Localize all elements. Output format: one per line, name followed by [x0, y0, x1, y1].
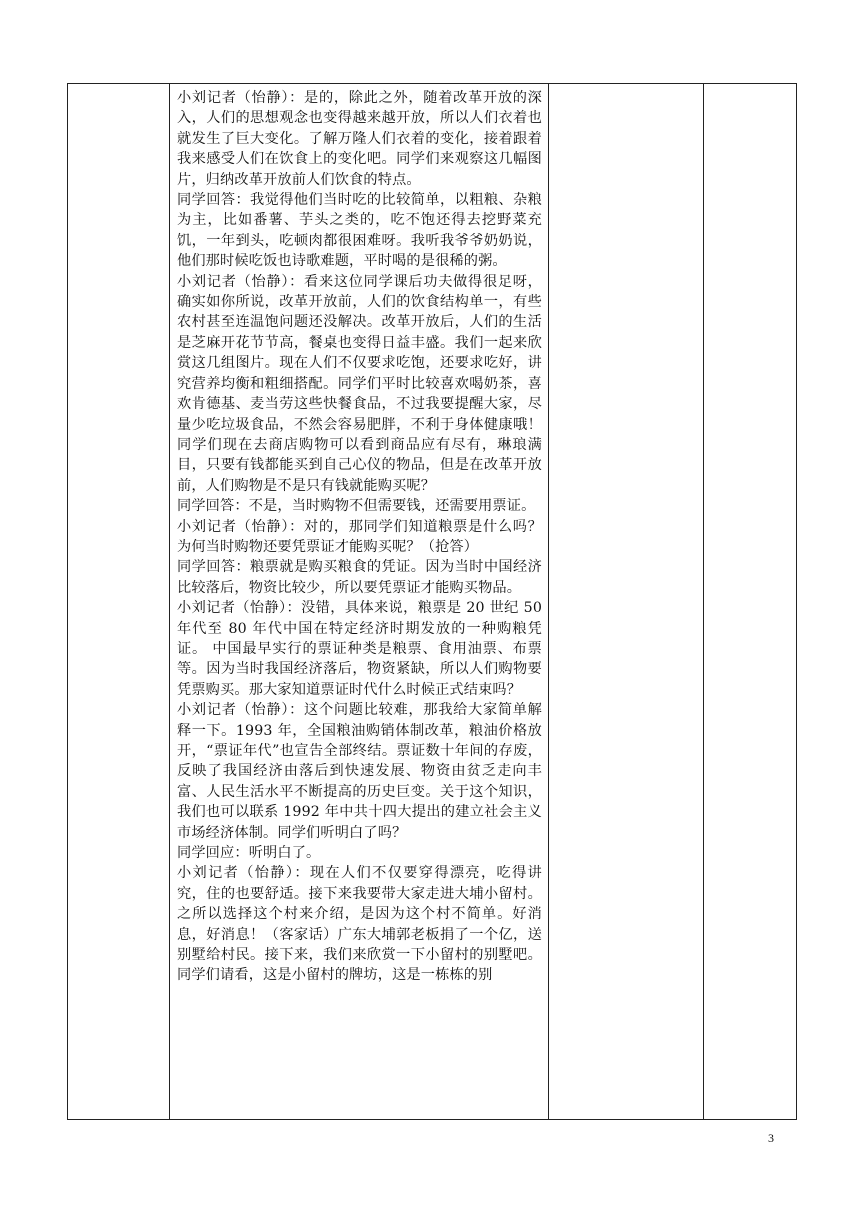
paragraph: 小刘记者（怡静）：是的，除此之外，随着改革开放的深入，人们的思想观念也变得越来越开放，所以人们衣着也就发生了巨大变化。了解万隆人们衣着的变化，接着跟着我来感受人们在饮食上的变化吧。同学们来观察这几幅图片，归纳改革开放前人们饮食的特点。 [177, 90, 542, 188]
paragraph: 小刘记者（怡静）：看来这位同学课后功夫做得很足呀，确实如你所说，改革开放前，人们的饮食结构单一，有些农村甚至连温饱问题还没解决。改革开放后，人们的生活是芝麻开花节节高，餐桌也变得日益丰盛。我们一起来欣赏这几组图片。现在人们不仅要求吃饱，还要求吃好，讲究营养均衡和粗细搭配。同学们平时比较喜欢喝奶茶，喜欢肯德基、麦当劳这些快餐食品，不过我要提醒大家，尽量少吃垃圾食品，不然会容易肥胖，不利于身体健康哦！同学们现在去商店购物可以看到商品应有尽有，琳琅满目，只要有钱都能买到自己心仪的物品，但是在改革开放前，人们购物是不是只有钱就能购买呢？ [177, 273, 542, 494]
paragraph: 小刘记者（怡静）：对的，那同学们知道粮票是什么吗？为何当时购物还要凭票证才能购买呢？（抢答） [177, 518, 542, 555]
dialogue-text [170, 84, 548, 986]
paragraph: 同学回应：听明白了。 [177, 845, 321, 862]
paragraph: 小刘记者（怡静）：现在人们不仅要穿得漂亮，吃得讲究，住的也要舒适。接下来我要带大家走进大埔小留村。之所以选择这个村来介绍，是因为这个村不简单。好消息，好消息！（客家话）广东大埔郭老板捐了一个亿，送别墅给村民。接下来，我们来欣赏一下小留村的别墅吧。同学们请看，这是小留村的牌坊，这是一栋栋的别 [177, 865, 542, 984]
page-number: 3 [768, 1131, 774, 1145]
paragraph: 同学回答：我觉得他们当时吃的比较简单，以粗粮、杂粮为主，比如番薯、芋头之类的，吃不饱还得去挖野菜充饥，一年到头，吃顿肉都很困难呀。我听我爷爷奶奶说，他们那时候吃饭也诗歌难题，平时喝的是很稀的粥。 [177, 192, 542, 270]
content-cell [170, 84, 549, 1120]
paragraph: 同学回答：粮票就是购买粮食的凭证。因为当时中国经济比较落后，物资比较少，所以要凭票证才能购买物品。 [177, 559, 542, 596]
paragraph: 同学回答：不是，当时购物不但需要钱，还需要用票证。 [177, 498, 536, 515]
left-column-cell [68, 84, 170, 1120]
paragraph: 小刘记者（怡静）：没错，具体来说，粮票是 20 世纪 50 年代至 80 年代中国在特定经济时期发放的一种购粮凭证。 中国最早实行的票证种类是粮票、食用油票、布票等。因为当时我国经济落后，物资紧缺，所以人们购物要凭票购买。那大家知道票证时代什么时候正式结束吗？ [177, 600, 542, 698]
third-column-cell [549, 84, 704, 1120]
table-row [68, 84, 797, 1120]
lesson-table [67, 83, 797, 1120]
fourth-column-cell [704, 84, 797, 1120]
paragraph: 小刘记者（怡静）：这个问题比较难，那我给大家简单解释一下。1993 年，全国粮油购销体制改革，粮油价格放开，“票证年代”也宣告全部终结。票证数十年间的存废，反映了我国经济由落后到快速发展、物资由贫乏走向丰富、人民生活水平不断提高的历史巨变。关于这个知识，我们也可以联系 1992 年中共十四大提出的建立社会主义市场经济体制。同学们听明白了吗？ [177, 702, 542, 841]
